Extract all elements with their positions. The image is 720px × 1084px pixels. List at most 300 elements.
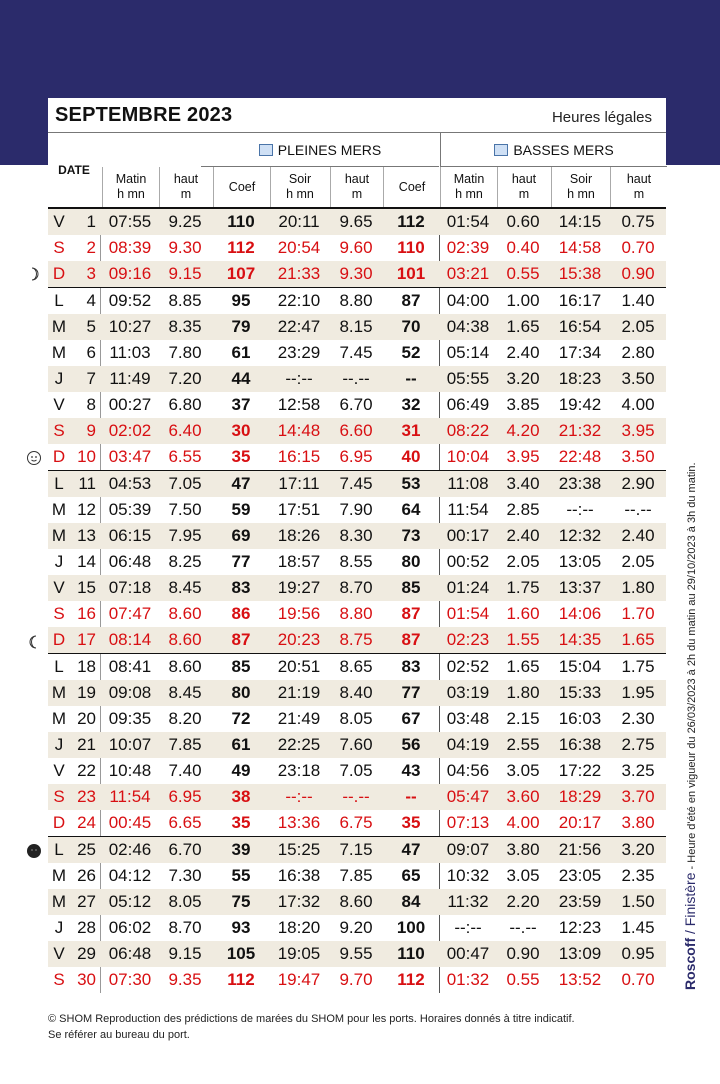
col-header-bm-soir (551, 167, 610, 207)
pm-soir-time: 21:19 (277, 683, 321, 702)
day-number: 14 (77, 552, 96, 571)
bm-matin-height: 1.55 (506, 630, 540, 649)
pm-matin-height: 6.65 (168, 813, 202, 832)
bm-matin-height: 0.60 (506, 212, 540, 231)
day-number: 5 (86, 317, 96, 336)
weekday: L (54, 657, 64, 676)
pm-matin-height: 8.70 (168, 918, 202, 937)
pm-matin-time: 05:12 (108, 892, 152, 911)
page-title: SEPTEMBRE 2023 (55, 104, 233, 126)
col-header-coef-soir (383, 167, 440, 207)
weekday: M (51, 683, 67, 702)
day-number: 9 (86, 421, 96, 440)
bm-matin-height: 0.90 (506, 944, 540, 963)
bm-soir-time: 14:58 (558, 238, 602, 257)
pm-matin-time: 11:03 (109, 343, 151, 362)
day-number: 26 (77, 866, 96, 885)
pm-matin-height: 8.60 (168, 604, 202, 623)
pm-matin-coef: 55 (231, 866, 251, 885)
pm-soir-height: 6.75 (339, 813, 373, 832)
location-name: Roscoff (682, 937, 698, 990)
weekday: D (52, 264, 66, 283)
col-header-bm-haut-soir-l2: m (633, 187, 645, 201)
bm-soir-time: 14:15 (558, 212, 602, 231)
bm-soir-height: --.-- (624, 500, 652, 519)
bm-matin-height: 2.55 (506, 735, 540, 754)
bm-matin-time: 08:22 (446, 421, 490, 440)
pm-matin-coef: 69 (231, 526, 251, 545)
pm-matin-height: 8.60 (168, 657, 202, 676)
pm-soir-coef: 87 (401, 291, 421, 310)
bm-matin-time: 00:17 (446, 526, 490, 545)
day-number: 2 (86, 238, 96, 257)
table-row (48, 575, 666, 601)
weekday: L (54, 840, 64, 859)
weekday: M (51, 343, 67, 362)
bm-soir-time: 21:56 (558, 840, 602, 859)
bm-soir-time: 16:38 (558, 735, 602, 754)
table-row (48, 444, 666, 470)
weekday: L (54, 291, 64, 310)
pm-matin-height: 9.15 (168, 264, 202, 283)
pm-soir-coef: 77 (401, 683, 421, 702)
bm-soir-height: 2.30 (621, 709, 655, 728)
bm-matin-height: 1.80 (506, 683, 540, 702)
pm-soir-coef: 84 (401, 892, 421, 911)
pm-soir-coef: 53 (401, 474, 421, 493)
pm-matin-height: 8.60 (168, 630, 202, 649)
col-header-bm-haut (497, 167, 550, 207)
pm-soir-time: 20:23 (277, 630, 321, 649)
pm-soir-coef: 110 (397, 944, 425, 963)
pm-matin-coef: 77 (231, 552, 251, 571)
pm-soir-time: 19:47 (277, 970, 321, 989)
table-row (48, 314, 666, 340)
col-header-bm-matin-l2: h mn (455, 187, 483, 201)
bm-soir-time: --:-- (566, 500, 594, 519)
bm-soir-height: 4.00 (621, 395, 655, 414)
pm-matin-height: 6.55 (168, 447, 202, 466)
day-number: 1 (86, 212, 96, 231)
pm-soir-height: 8.65 (339, 657, 373, 676)
pm-matin-time: 03:47 (108, 447, 152, 466)
pm-soir-time: 15:25 (277, 840, 321, 859)
pm-soir-time: 19:27 (277, 578, 321, 597)
bm-soir-time: 12:32 (558, 526, 602, 545)
col-header-matin-l2: h mn (117, 187, 145, 201)
bm-soir-time: 23:59 (558, 892, 602, 911)
pm-matin-coef: 80 (231, 683, 251, 702)
pm-matin-time: 05:39 (108, 500, 152, 519)
bm-soir-height: 1.95 (621, 683, 655, 702)
bm-soir-height: 3.50 (621, 447, 655, 466)
table-row (48, 941, 666, 967)
day-number: 4 (86, 291, 96, 310)
pm-soir-height: 8.05 (339, 709, 373, 728)
bm-matin-time: 11:32 (447, 892, 489, 911)
bm-soir-height: 1.80 (621, 578, 655, 597)
pm-soir-height: 7.05 (339, 761, 373, 780)
pleines-mers-header (201, 133, 439, 167)
pm-soir-coef: 56 (401, 735, 421, 754)
bm-matin-height: 3.20 (506, 369, 540, 388)
pm-soir-coef: 52 (401, 343, 421, 362)
table-row (48, 523, 666, 549)
pm-matin-coef: 59 (231, 500, 251, 519)
pleines-mers-swatch-icon (259, 144, 273, 156)
pm-soir-height: 8.75 (339, 630, 373, 649)
weekday: V (53, 578, 65, 597)
weekday: J (54, 735, 64, 754)
table-row (48, 627, 666, 653)
day-number: 8 (86, 395, 96, 414)
bm-soir-height: 0.95 (621, 944, 655, 963)
weekday: S (53, 970, 65, 989)
location-region: / Finistère (682, 872, 698, 938)
col-header-coef-soir-l1: Coef (398, 179, 426, 194)
bm-matin-time: 10:04 (446, 447, 490, 466)
bm-soir-time: 19:42 (558, 395, 602, 414)
pm-soir-coef: 31 (401, 421, 421, 440)
weekday: L (54, 474, 64, 493)
weekday: V (53, 212, 65, 231)
bm-soir-time: 14:06 (558, 604, 602, 623)
pm-matin-coef: 49 (231, 761, 251, 780)
bm-matin-height: 0.40 (506, 238, 540, 257)
tide-rows (48, 209, 666, 993)
day-number: 13 (77, 526, 96, 545)
table-row (48, 889, 666, 915)
table-row (48, 235, 666, 261)
pm-soir-height: 6.95 (339, 447, 373, 466)
day-number: 29 (77, 944, 96, 963)
bm-matin-time: 02:52 (446, 657, 490, 676)
pm-matin-time: 11:49 (109, 369, 151, 388)
pm-matin-height: 6.70 (168, 840, 202, 859)
bm-matin-height: 2.40 (506, 343, 540, 362)
pm-soir-height: 8.55 (339, 552, 373, 571)
pm-matin-time: 07:18 (108, 578, 152, 597)
col-header-bm-matin (440, 167, 497, 207)
pm-matin-time: 09:08 (108, 683, 152, 702)
tide-table-card (48, 98, 666, 993)
pm-soir-height: 6.60 (339, 421, 373, 440)
bm-matin-time: 04:00 (446, 291, 490, 310)
pm-matin-height: 8.20 (168, 709, 202, 728)
pm-matin-time: 08:39 (108, 238, 152, 257)
bm-soir-height: 2.40 (621, 526, 655, 545)
table-row (48, 261, 666, 287)
pm-matin-coef: 93 (231, 918, 251, 937)
day-number: 30 (77, 970, 96, 989)
pm-soir-coef: 83 (401, 657, 421, 676)
bm-soir-time: 20:17 (558, 813, 602, 832)
bm-soir-time: 18:23 (558, 369, 602, 388)
pm-matin-time: 06:02 (108, 918, 152, 937)
pm-soir-time: 20:51 (277, 657, 321, 676)
weekday: M (51, 526, 67, 545)
date-header: DATE (58, 163, 90, 177)
table-row (48, 287, 666, 314)
pm-soir-height: 8.30 (339, 526, 373, 545)
bm-matin-height: 3.60 (506, 787, 540, 806)
pm-soir-coef: 32 (401, 395, 421, 414)
pm-soir-coef: 70 (401, 317, 421, 336)
bm-soir-height: 0.70 (621, 970, 655, 989)
pm-soir-coef: 85 (401, 578, 421, 597)
bm-matin-height: 3.05 (506, 761, 540, 780)
bm-soir-height: 3.95 (621, 421, 655, 440)
basses-mers-label: BASSES MERS (513, 141, 614, 158)
bm-soir-height: 3.25 (621, 761, 655, 780)
bm-soir-height: 3.70 (621, 787, 655, 806)
pm-soir-coef: 112 (397, 970, 425, 989)
pm-matin-time: 07:55 (108, 212, 152, 231)
weekday: M (51, 317, 67, 336)
col-header-soir (270, 167, 329, 207)
day-number: 25 (77, 840, 96, 859)
pm-matin-coef: 105 (226, 944, 256, 963)
bm-soir-time: 16:03 (558, 709, 602, 728)
weekday: S (53, 238, 65, 257)
pm-soir-coef: 40 (401, 447, 421, 466)
weekday: M (51, 892, 67, 911)
bm-matin-height: 0.55 (506, 970, 540, 989)
pm-soir-height: 6.70 (339, 395, 373, 414)
pm-matin-time: 08:41 (108, 657, 152, 676)
table-row (48, 653, 666, 680)
pm-soir-height: 9.55 (339, 944, 373, 963)
basses-mers-header (440, 133, 667, 167)
pm-soir-height: 8.40 (339, 683, 373, 702)
summer-time-note: Heure d'été en vigueur du 26/03/2023 à 2h du matin au 29/10/2023 à 3h du matin. (686, 462, 698, 863)
bm-matin-height: 1.65 (506, 317, 540, 336)
pm-soir-coef: 87 (401, 604, 421, 623)
bm-soir-height: 0.90 (621, 264, 655, 283)
bm-soir-height: 2.75 (621, 735, 655, 754)
bm-soir-height: 1.50 (621, 892, 655, 911)
bm-matin-height: 3.95 (506, 447, 540, 466)
bm-matin-height: 1.00 (506, 291, 540, 310)
bm-soir-time: 13:05 (558, 552, 602, 571)
table-row (48, 732, 666, 758)
pm-matin-time: 08:14 (108, 630, 152, 649)
footer-line-1: © SHOM Reproduction des prédictions de marées du SHOM pour les ports. Horaires donnés à titre indicatif. (48, 1013, 575, 1025)
day-number: 16 (77, 604, 96, 623)
pleines-mers-label: PLEINES MERS (277, 141, 382, 158)
col-header-haut-l1: haut (173, 172, 199, 186)
bm-soir-time: 13:52 (558, 970, 602, 989)
bm-soir-height: 1.40 (621, 291, 655, 310)
bm-soir-height: 1.70 (621, 604, 655, 623)
pm-soir-height: --.-- (342, 369, 370, 388)
pm-soir-height: 7.45 (339, 343, 373, 362)
col-header-soir-l1: Soir (288, 172, 312, 186)
bm-matin-time: 00:47 (446, 944, 490, 963)
table-row (48, 706, 666, 732)
day-number: 7 (86, 369, 96, 388)
pm-soir-time: 19:05 (277, 944, 321, 963)
bm-soir-height: 2.90 (621, 474, 655, 493)
pm-soir-time: 22:47 (277, 317, 321, 336)
last-quarter-moon-icon (26, 450, 42, 466)
pm-matin-coef: 87 (231, 630, 251, 649)
pm-soir-time: 22:10 (277, 291, 321, 310)
col-header-coef (213, 167, 270, 207)
bm-matin-height: 4.00 (506, 813, 540, 832)
bm-matin-time: --:-- (454, 918, 482, 937)
pm-matin-coef: 112 (227, 970, 255, 989)
pm-soir-coef: 87 (401, 630, 421, 649)
bm-soir-time: 15:38 (558, 264, 602, 283)
pm-soir-coef: 80 (401, 552, 421, 571)
pm-soir-time: 21:33 (277, 264, 321, 283)
bm-matin-time: 04:19 (446, 735, 490, 754)
pm-matin-coef: 61 (231, 343, 251, 362)
pm-soir-coef: 35 (401, 813, 421, 832)
bm-matin-height: 3.80 (506, 840, 540, 859)
col-header-bm-soir-l2: h mn (567, 187, 595, 201)
bm-soir-time: 17:22 (558, 761, 602, 780)
pm-soir-coef: 43 (401, 761, 421, 780)
pm-matin-coef: 86 (231, 604, 251, 623)
pm-soir-coef: 47 (401, 840, 421, 859)
pm-soir-coef: 110 (397, 238, 425, 257)
weekday: S (53, 421, 65, 440)
bm-matin-height: 2.05 (506, 552, 540, 571)
bm-soir-height: 1.45 (621, 918, 655, 937)
pm-soir-coef: 64 (401, 500, 421, 519)
weekday: S (53, 787, 65, 806)
bm-soir-time: 23:38 (558, 474, 602, 493)
pm-matin-coef: 95 (231, 291, 251, 310)
pm-matin-coef: 79 (231, 317, 251, 336)
pm-matin-height: 8.45 (168, 683, 202, 702)
weekday: J (54, 369, 64, 388)
bm-matin-time: 03:19 (446, 683, 490, 702)
pm-soir-height: 7.90 (339, 500, 373, 519)
bm-soir-height: 0.75 (621, 212, 655, 231)
table-row (48, 209, 666, 235)
col-header-haut-soir-l1: haut (344, 172, 370, 186)
pm-matin-time: 09:52 (108, 291, 152, 310)
table-row (48, 836, 666, 863)
day-number: 22 (77, 761, 96, 780)
bm-soir-time: 23:05 (558, 866, 602, 885)
table-row (48, 470, 666, 497)
table-row (48, 497, 666, 523)
pm-soir-time: 18:26 (277, 526, 321, 545)
pm-soir-time: 17:32 (277, 892, 321, 911)
pm-matin-height: 8.85 (168, 291, 202, 310)
footer-line-2: Se référer au bureau du port. (48, 1029, 190, 1041)
bm-matin-height: 2.85 (506, 500, 540, 519)
bm-matin-height: 2.15 (506, 709, 540, 728)
bm-matin-height: 2.20 (506, 892, 540, 911)
pm-soir-coef: 100 (396, 918, 426, 937)
pm-matin-height: 7.05 (168, 474, 202, 493)
bm-matin-height: 1.75 (506, 578, 540, 597)
day-number: 23 (77, 787, 96, 806)
pm-matin-time: 10:07 (108, 735, 152, 754)
pm-matin-height: 8.35 (168, 317, 202, 336)
pm-soir-coef: 112 (397, 212, 425, 231)
pm-soir-height: 8.70 (339, 578, 373, 597)
day-number: 3 (86, 264, 96, 283)
pm-soir-height: 9.65 (339, 212, 373, 231)
bm-matin-height: 3.40 (506, 474, 540, 493)
pm-soir-time: 16:15 (277, 447, 321, 466)
day-number: 27 (77, 892, 96, 911)
pm-soir-height: 7.85 (339, 866, 373, 885)
pm-soir-time: 13:36 (277, 813, 321, 832)
bm-matin-height: 1.60 (506, 604, 540, 623)
table-header (48, 133, 666, 209)
bm-soir-time: 13:37 (558, 578, 602, 597)
table-row (48, 549, 666, 575)
pm-matin-height: 9.30 (168, 238, 202, 257)
weekday: D (52, 630, 66, 649)
table-row (48, 915, 666, 941)
table-row (48, 810, 666, 836)
pm-matin-coef: 35 (231, 447, 251, 466)
new-moon-icon (26, 843, 42, 859)
bm-matin-time: 01:54 (446, 212, 490, 231)
bm-soir-time: 16:54 (558, 317, 602, 336)
pm-soir-time: 14:48 (277, 421, 321, 440)
bm-matin-height: 2.40 (506, 526, 540, 545)
pm-matin-time: 06:15 (108, 526, 152, 545)
bm-soir-time: 13:09 (558, 944, 602, 963)
bm-soir-time: 18:29 (558, 787, 602, 806)
bm-matin-time: 10:32 (446, 866, 490, 885)
bm-matin-time: 02:39 (446, 238, 490, 257)
col-header-bm-haut-l2: m (518, 187, 530, 201)
pm-matin-time: 09:16 (108, 264, 152, 283)
bm-matin-time: 05:47 (446, 787, 490, 806)
pm-soir-coef: 73 (401, 526, 421, 545)
table-row (48, 418, 666, 444)
col-header-matin (102, 167, 159, 207)
bm-matin-time: 05:14 (446, 343, 490, 362)
day-number: 20 (77, 709, 96, 728)
pm-soir-height: --.-- (342, 787, 370, 806)
bm-soir-height: 3.80 (621, 813, 655, 832)
pm-matin-time: 02:02 (108, 421, 152, 440)
waning-gibbous-moon-icon (26, 266, 42, 282)
weekday: V (53, 944, 65, 963)
footer (48, 1011, 668, 1043)
pm-matin-height: 7.40 (168, 761, 202, 780)
pm-soir-time: 12:58 (277, 395, 321, 414)
bm-soir-time: 15:33 (558, 683, 602, 702)
pm-matin-time: 09:35 (108, 709, 152, 728)
pm-matin-coef: 47 (231, 474, 251, 493)
pm-soir-height: 8.15 (339, 317, 373, 336)
pm-soir-time: --:-- (285, 369, 313, 388)
bm-soir-height: 0.70 (621, 238, 655, 257)
pm-soir-time: 23:18 (277, 761, 321, 780)
bm-matin-time: 01:24 (446, 578, 490, 597)
bm-soir-height: 1.75 (621, 657, 655, 676)
pm-matin-coef: 112 (227, 238, 255, 257)
pm-soir-time: 18:20 (277, 918, 321, 937)
pm-soir-height: 8.80 (339, 291, 373, 310)
pm-matin-height: 7.50 (168, 500, 202, 519)
day-number: 6 (86, 343, 96, 362)
pm-matin-height: 7.95 (168, 526, 202, 545)
pm-soir-time: --:-- (285, 787, 313, 806)
